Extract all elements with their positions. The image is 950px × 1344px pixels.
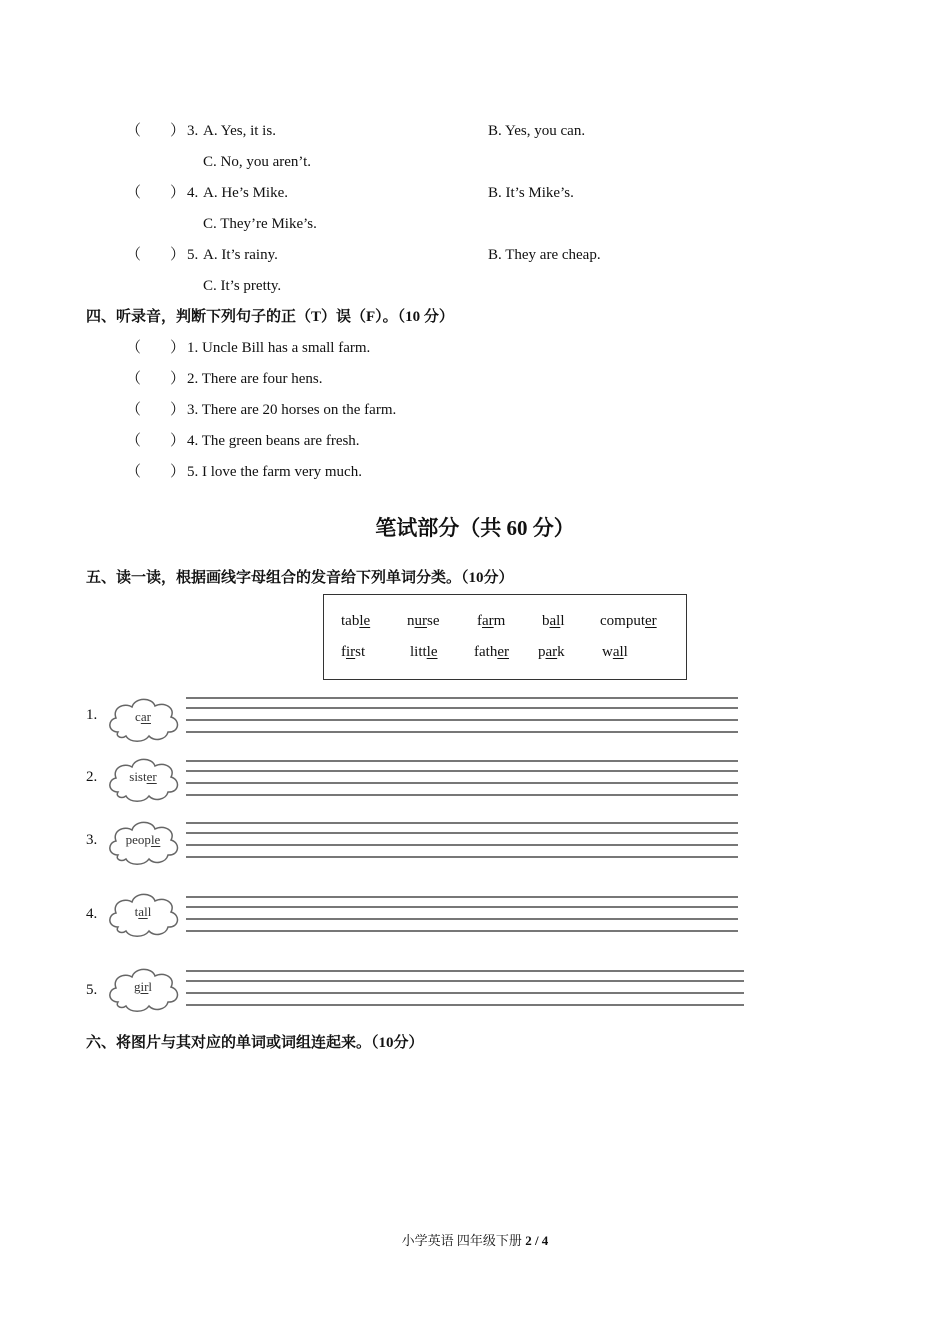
page-footer bbox=[0, 1230, 950, 1249]
word-wall: wall bbox=[602, 644, 628, 660]
section4-heading: 四、听录音，判断下列句子的正（T）误（F）。（10 分） bbox=[86, 309, 454, 325]
cloud-icon bbox=[104, 752, 182, 806]
written-part-title: 笔试部分（共 60 分） bbox=[375, 516, 575, 540]
row-number: 3. bbox=[86, 832, 98, 848]
cloud-word-people: people bbox=[125, 832, 161, 847]
option-b: B. It’s Mike’s. bbox=[488, 185, 574, 201]
section5-heading: 五、读一读，根据画线字母组合的发音给下列单词分类。（10分） bbox=[86, 570, 514, 586]
writing-lines bbox=[186, 695, 738, 735]
cloud-word-tall: tall bbox=[134, 904, 152, 919]
cloud-icon bbox=[104, 962, 182, 1016]
option-b: B. Yes, you can. bbox=[488, 123, 586, 139]
footer-subject: 小学英语 四年级下册 bbox=[401, 1233, 522, 1248]
word-computer: computer bbox=[600, 613, 657, 629]
tf-statement: 3. There are 20 horses on the farm. bbox=[187, 402, 397, 418]
answer-paren-close: ） bbox=[170, 185, 186, 201]
tf-statement: 5. I love the farm very much. bbox=[187, 464, 362, 480]
question-number: 4. bbox=[187, 185, 199, 201]
cloud-icon bbox=[104, 815, 182, 869]
answer-paren-close: ） bbox=[170, 340, 186, 356]
answer-paren-close: ） bbox=[170, 464, 186, 480]
answer-paren-close: ） bbox=[170, 433, 186, 449]
option-c: C. It’s pretty. bbox=[203, 278, 282, 294]
question-number: 3. bbox=[187, 123, 199, 139]
section6-heading: 六、将图片与其对应的单词或词组连起来。（10分） bbox=[86, 1035, 424, 1051]
answer-paren-close: ） bbox=[170, 247, 186, 263]
answer-paren-open: （ bbox=[126, 340, 142, 356]
word-park: park bbox=[538, 644, 565, 660]
option-c: C. They’re Mike’s. bbox=[203, 216, 317, 232]
writing-lines bbox=[186, 758, 738, 798]
row-number: 5. bbox=[86, 982, 98, 998]
writing-lines bbox=[186, 894, 738, 934]
row-number: 2. bbox=[86, 769, 98, 785]
tf-statement: 1. Uncle Bill has a small farm. bbox=[187, 340, 371, 356]
answer-paren-close: ） bbox=[170, 402, 186, 418]
answer-paren-open: （ bbox=[126, 247, 142, 263]
answer-paren-close: ） bbox=[170, 123, 186, 139]
word-farm: farm bbox=[477, 613, 506, 629]
word-father: father bbox=[474, 644, 509, 660]
answer-paren-open: （ bbox=[126, 185, 142, 201]
word-little: little bbox=[410, 644, 438, 660]
tf-statement: 4. The green beans are fresh. bbox=[187, 433, 360, 449]
option-a: A. He’s Mike. bbox=[203, 185, 288, 201]
answer-paren-open: （ bbox=[126, 433, 142, 449]
option-a: A. Yes, it is. bbox=[203, 123, 276, 139]
word-first: first bbox=[341, 644, 366, 660]
option-a: A. It’s rainy. bbox=[203, 247, 278, 263]
tf-statement: 2. There are four hens. bbox=[187, 371, 323, 387]
writing-lines bbox=[186, 820, 738, 860]
cloud-word-sister: sister bbox=[129, 769, 157, 784]
cloud-word-car: car bbox=[135, 709, 151, 724]
answer-paren-open: （ bbox=[126, 464, 142, 480]
option-c: C. No, you aren’t. bbox=[203, 154, 312, 170]
word-nurse: nurse bbox=[407, 613, 440, 629]
cloud-word-girl: girl bbox=[133, 979, 153, 994]
writing-lines bbox=[186, 968, 744, 1008]
footer-page-number: 2 / 4 bbox=[525, 1233, 549, 1248]
option-b: B. They are cheap. bbox=[488, 247, 601, 263]
answer-paren-open: （ bbox=[126, 402, 142, 418]
question-number: 5. bbox=[187, 247, 199, 263]
cloud-icon bbox=[104, 692, 182, 746]
cloud-icon bbox=[104, 887, 182, 941]
row-number: 4. bbox=[86, 906, 98, 922]
word-ball: ball bbox=[542, 613, 565, 629]
answer-paren-close: ） bbox=[170, 371, 186, 387]
word-box bbox=[323, 594, 687, 680]
answer-paren-open: （ bbox=[126, 123, 142, 139]
row-number: 1. bbox=[86, 707, 98, 723]
answer-paren-open: （ bbox=[126, 371, 142, 387]
word-table: table bbox=[341, 613, 371, 629]
